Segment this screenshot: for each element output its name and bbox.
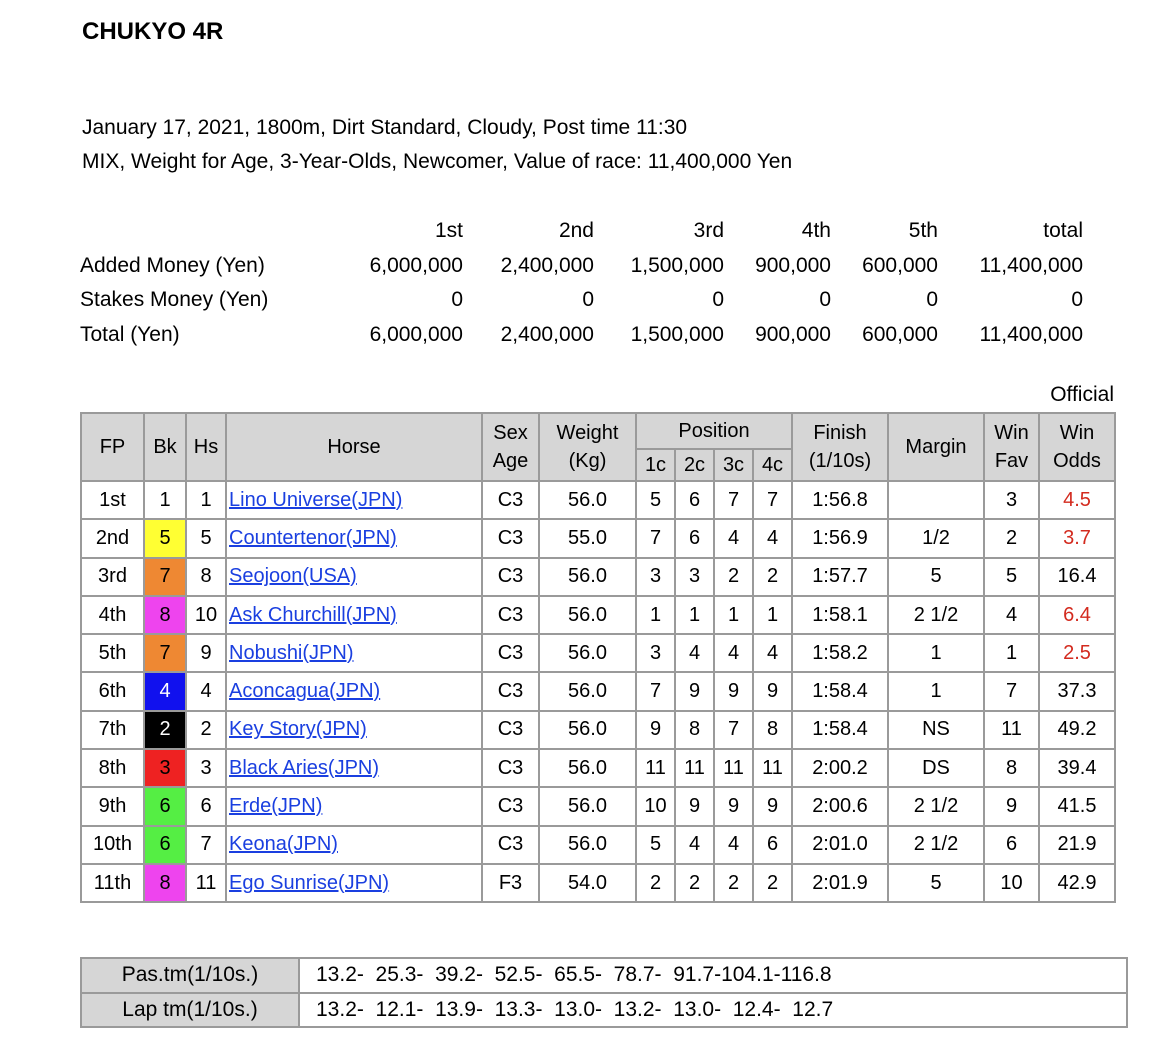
- horse-link[interactable]: Aconcagua(JPN): [229, 680, 381, 703]
- table-row: [81, 826, 1115, 864]
- prize-value: 6,000,000: [369, 253, 463, 277]
- horse-link[interactable]: Key Story(JPN): [229, 718, 367, 741]
- finish-position-cell: 6th: [81, 672, 144, 710]
- position-2c-cell: 9: [675, 672, 714, 710]
- sex-age-cell: C3: [482, 596, 539, 634]
- prize-money-table: [80, 214, 1083, 352]
- prize-value: 0: [582, 288, 594, 312]
- weight-cell: 56.0: [539, 787, 636, 825]
- official-label: Official: [1050, 383, 1114, 406]
- win-favorite-cell: 2: [984, 519, 1039, 557]
- table-row: [81, 634, 1115, 672]
- position-2c-cell: 1: [675, 596, 714, 634]
- results-table: [80, 412, 1116, 903]
- bracket-number-cell: 8: [144, 864, 186, 902]
- finish-time-cell: 2:01.9: [792, 864, 888, 902]
- position-3c-cell: 7: [714, 481, 753, 519]
- position-3c-cell: 4: [714, 519, 753, 557]
- col-header-win-odds: Win Odds: [1039, 413, 1115, 481]
- bracket-number-cell: 7: [144, 558, 186, 596]
- win-odds-cell: 41.5: [1039, 787, 1115, 825]
- position-3c-cell: 11: [714, 749, 753, 787]
- finish-position-cell: 2nd: [81, 519, 144, 557]
- weight-cell: 56.0: [539, 558, 636, 596]
- position-4c-cell: 2: [753, 864, 792, 902]
- margin-cell: NS: [888, 711, 984, 749]
- horse-link[interactable]: Seojoon(USA): [229, 565, 357, 588]
- col-header-fp: FP: [81, 413, 144, 481]
- position-1c-cell: 11: [636, 749, 675, 787]
- position-1c-cell: 7: [636, 519, 675, 557]
- win-favorite-cell: 1: [984, 634, 1039, 672]
- weight-cell: 56.0: [539, 749, 636, 787]
- passing-time-label: Pas.tm(1/10s.): [81, 958, 299, 993]
- horse-number-cell: 1: [186, 481, 226, 519]
- finish-time-cell: 1:56.9: [792, 519, 888, 557]
- prize-value: 600,000: [862, 253, 938, 277]
- horse-name-cell: [226, 672, 482, 710]
- position-1c-cell: 2: [636, 864, 675, 902]
- horse-name-cell: [226, 634, 482, 672]
- finish-position-cell: 3rd: [81, 558, 144, 596]
- bracket-number-cell: 2: [144, 711, 186, 749]
- finish-time-cell: 2:00.6: [792, 787, 888, 825]
- horse-name-cell: [226, 596, 482, 634]
- weight-cell: 56.0: [539, 481, 636, 519]
- position-1c-cell: 3: [636, 558, 675, 596]
- weight-cell: 56.0: [539, 672, 636, 710]
- col-header-position: Position: [636, 413, 792, 449]
- win-odds-cell: 39.4: [1039, 749, 1115, 787]
- win-odds-cell: 21.9: [1039, 826, 1115, 864]
- results-header-row: [81, 413, 1115, 449]
- table-row: [81, 481, 1115, 519]
- finish-position-cell: 10th: [81, 826, 144, 864]
- margin-cell: 2 1/2: [888, 787, 984, 825]
- horse-link[interactable]: Countertenor(JPN): [229, 526, 397, 549]
- sex-age-cell: C3: [482, 634, 539, 672]
- horse-link[interactable]: Black Aries(JPN): [229, 756, 380, 779]
- col-header-horse: Horse: [226, 413, 482, 481]
- finish-time-cell: 2:00.2: [792, 749, 888, 787]
- position-4c-cell: 1: [753, 596, 792, 634]
- prize-value: 2,400,000: [500, 253, 594, 277]
- position-2c-cell: 2: [675, 864, 714, 902]
- win-odds-cell: 3.7: [1039, 519, 1115, 557]
- bracket-number-cell: 4: [144, 672, 186, 710]
- finish-time-cell: 1:56.8: [792, 481, 888, 519]
- position-1c-cell: 7: [636, 672, 675, 710]
- position-1c-cell: 5: [636, 826, 675, 864]
- horse-link[interactable]: Erde(JPN): [229, 795, 323, 818]
- sex-age-cell: C3: [482, 711, 539, 749]
- position-4c-cell: 4: [753, 634, 792, 672]
- horse-number-cell: 10: [186, 596, 226, 634]
- col-header-sex-age: Sex Age: [482, 413, 539, 481]
- prize-value: 11,400,000: [979, 253, 1083, 277]
- position-2c-cell: 3: [675, 558, 714, 596]
- horse-name-cell: [226, 826, 482, 864]
- position-4c-cell: 2: [753, 558, 792, 596]
- lap-time-row: [81, 993, 1127, 1028]
- margin-cell: DS: [888, 749, 984, 787]
- weight-cell: 56.0: [539, 596, 636, 634]
- horse-number-cell: 6: [186, 787, 226, 825]
- position-4c-cell: 7: [753, 481, 792, 519]
- margin-cell: 2 1/2: [888, 596, 984, 634]
- horse-name-cell: [226, 481, 482, 519]
- position-3c-cell: 2: [714, 864, 753, 902]
- horse-number-cell: 3: [186, 749, 226, 787]
- prize-value: 1,500,000: [630, 322, 724, 346]
- margin-cell: 2 1/2: [888, 826, 984, 864]
- bracket-number-cell: 8: [144, 596, 186, 634]
- weight-cell: 56.0: [539, 634, 636, 672]
- win-favorite-cell: 11: [984, 711, 1039, 749]
- table-row: [81, 558, 1115, 596]
- prize-value: 600,000: [862, 322, 938, 346]
- prize-value: 1,500,000: [630, 253, 724, 277]
- finish-position-cell: 7th: [81, 711, 144, 749]
- prize-header-4th: 4th: [801, 219, 831, 243]
- weight-cell: 56.0: [539, 711, 636, 749]
- sex-age-cell: C3: [482, 672, 539, 710]
- bracket-number-cell: 6: [144, 826, 186, 864]
- horse-number-cell: 11: [186, 864, 226, 902]
- prize-row-stakes: [80, 283, 1083, 318]
- table-row: [81, 749, 1115, 787]
- horse-name-cell: [226, 864, 482, 902]
- lap-time-values: 13.2- 12.1- 13.9- 13.3- 13.0- 13.2- 13.0- 12.4- 12.7: [299, 993, 1127, 1028]
- position-4c-cell: 8: [753, 711, 792, 749]
- sex-age-cell: F3: [482, 864, 539, 902]
- bracket-number-cell: 6: [144, 787, 186, 825]
- prize-row-total: [80, 318, 1083, 353]
- finish-time-cell: 1:58.2: [792, 634, 888, 672]
- position-3c-cell: 4: [714, 634, 753, 672]
- position-4c-cell: 11: [753, 749, 792, 787]
- prize-header-3rd: 3rd: [693, 219, 724, 243]
- horse-link[interactable]: Ego Sunrise(JPN): [229, 871, 390, 894]
- horse-number-cell: 8: [186, 558, 226, 596]
- sex-age-cell: C3: [482, 749, 539, 787]
- prize-header-2nd: 2nd: [558, 219, 594, 243]
- win-favorite-cell: 9: [984, 787, 1039, 825]
- horse-link[interactable]: Nobushi(JPN): [229, 641, 354, 664]
- win-odds-cell: 2.5: [1039, 634, 1115, 672]
- horse-number-cell: 2: [186, 711, 226, 749]
- finish-time-cell: 1:57.7: [792, 558, 888, 596]
- passing-time-values: 13.2- 25.3- 39.2- 52.5- 65.5- 78.7- 91.7-104.1-116.8: [299, 958, 1127, 993]
- horse-link[interactable]: Keona(JPN): [229, 833, 338, 856]
- prize-value: 6,000,000: [369, 322, 463, 346]
- prize-value: 0: [819, 288, 831, 312]
- horse-number-cell: 9: [186, 634, 226, 672]
- horse-name-cell: [226, 519, 482, 557]
- win-favorite-cell: 7: [984, 672, 1039, 710]
- results-body: [81, 481, 1115, 902]
- sex-age-cell: C3: [482, 787, 539, 825]
- prize-value: 0: [1071, 288, 1083, 312]
- prize-header-row: [80, 214, 1083, 249]
- split-times-table: [80, 957, 1128, 1028]
- position-2c-cell: 6: [675, 519, 714, 557]
- bracket-number-cell: 1: [144, 481, 186, 519]
- sex-age-cell: C3: [482, 519, 539, 557]
- win-favorite-cell: 3: [984, 481, 1039, 519]
- col-header-3c: 3c: [714, 449, 753, 481]
- sex-age-cell: C3: [482, 826, 539, 864]
- table-row: [81, 711, 1115, 749]
- position-2c-cell: 6: [675, 481, 714, 519]
- col-header-1c: 1c: [636, 449, 675, 481]
- col-header-hs: Hs: [186, 413, 226, 481]
- prize-value: 0: [926, 288, 938, 312]
- position-2c-cell: 9: [675, 787, 714, 825]
- position-3c-cell: 1: [714, 596, 753, 634]
- finish-time-cell: 2:01.0: [792, 826, 888, 864]
- finish-time-cell: 1:58.4: [792, 711, 888, 749]
- position-4c-cell: 9: [753, 672, 792, 710]
- position-1c-cell: 5: [636, 481, 675, 519]
- win-odds-cell: 16.4: [1039, 558, 1115, 596]
- position-2c-cell: 4: [675, 826, 714, 864]
- prize-header-1st: 1st: [434, 219, 463, 243]
- position-3c-cell: 7: [714, 711, 753, 749]
- position-4c-cell: 9: [753, 787, 792, 825]
- win-favorite-cell: 5: [984, 558, 1039, 596]
- finish-position-cell: 4th: [81, 596, 144, 634]
- position-1c-cell: 3: [636, 634, 675, 672]
- horse-name-cell: [226, 558, 482, 596]
- lap-time-label: Lap tm(1/10s.): [81, 993, 299, 1028]
- win-odds-cell: 49.2: [1039, 711, 1115, 749]
- table-row: [81, 519, 1115, 557]
- weight-cell: 54.0: [539, 864, 636, 902]
- passing-time-row: [81, 958, 1127, 993]
- table-row: [81, 596, 1115, 634]
- win-favorite-cell: 10: [984, 864, 1039, 902]
- position-4c-cell: 6: [753, 826, 792, 864]
- col-header-2c: 2c: [675, 449, 714, 481]
- finish-position-cell: 1st: [81, 481, 144, 519]
- win-odds-cell: 37.3: [1039, 672, 1115, 710]
- finish-time-cell: 1:58.4: [792, 672, 888, 710]
- bracket-number-cell: 3: [144, 749, 186, 787]
- finish-position-cell: 9th: [81, 787, 144, 825]
- weight-cell: 56.0: [539, 826, 636, 864]
- horse-number-cell: 5: [186, 519, 226, 557]
- weight-cell: 55.0: [539, 519, 636, 557]
- position-3c-cell: 9: [714, 787, 753, 825]
- col-header-bk: Bk: [144, 413, 186, 481]
- position-2c-cell: 11: [675, 749, 714, 787]
- horse-name-cell: [226, 787, 482, 825]
- horse-number-cell: 7: [186, 826, 226, 864]
- position-3c-cell: 4: [714, 826, 753, 864]
- margin-cell: 1: [888, 634, 984, 672]
- prize-value: 0: [712, 288, 724, 312]
- prize-value: 900,000: [755, 322, 831, 346]
- bracket-number-cell: 7: [144, 634, 186, 672]
- horse-link[interactable]: Lino Universe(JPN): [229, 488, 403, 511]
- bracket-number-cell: 5: [144, 519, 186, 557]
- prize-value: 2,400,000: [500, 322, 594, 346]
- prize-header-5th: 5th: [908, 219, 938, 243]
- prize-value: 11,400,000: [979, 322, 1083, 346]
- margin-cell: 5: [888, 558, 984, 596]
- race-info-line2: MIX, Weight for Age, 3-Year-Olds, Newcomer, Value of race: 11,400,000 Yen: [82, 150, 793, 173]
- prize-row-label: Total (Yen): [80, 322, 180, 346]
- horse-name-cell: [226, 749, 482, 787]
- prize-header-total: total: [1043, 219, 1083, 243]
- col-header-weight: Weight (Kg): [539, 413, 636, 481]
- prize-row-added: [80, 249, 1083, 284]
- win-odds-cell: 6.4: [1039, 596, 1115, 634]
- race-info-line1: January 17, 2021, 1800m, Dirt Standard, Cloudy, Post time 11:30: [82, 116, 688, 139]
- race-title: CHUKYO 4R: [82, 18, 224, 45]
- win-favorite-cell: 4: [984, 596, 1039, 634]
- position-4c-cell: 4: [753, 519, 792, 557]
- position-3c-cell: 2: [714, 558, 753, 596]
- col-header-win-fav: Win Fav: [984, 413, 1039, 481]
- prize-value: 900,000: [755, 253, 831, 277]
- prize-row-label: Stakes Money (Yen): [80, 288, 269, 312]
- col-header-finish: Finish (1/10s): [792, 413, 888, 481]
- position-2c-cell: 4: [675, 634, 714, 672]
- finish-position-cell: 8th: [81, 749, 144, 787]
- table-row: [81, 672, 1115, 710]
- position-2c-cell: 8: [675, 711, 714, 749]
- win-favorite-cell: 8: [984, 749, 1039, 787]
- win-odds-cell: 4.5: [1039, 481, 1115, 519]
- col-header-4c: 4c: [753, 449, 792, 481]
- prize-row-label: Added Money (Yen): [80, 253, 265, 277]
- position-1c-cell: 10: [636, 787, 675, 825]
- margin-cell: [888, 481, 984, 519]
- margin-cell: 1: [888, 672, 984, 710]
- finish-time-cell: 1:58.1: [792, 596, 888, 634]
- margin-cell: 1/2: [888, 519, 984, 557]
- position-3c-cell: 9: [714, 672, 753, 710]
- sex-age-cell: C3: [482, 481, 539, 519]
- sex-age-cell: C3: [482, 558, 539, 596]
- finish-position-cell: 11th: [81, 864, 144, 902]
- prize-value: 0: [451, 288, 463, 312]
- win-odds-cell: 42.9: [1039, 864, 1115, 902]
- win-favorite-cell: 6: [984, 826, 1039, 864]
- table-row: [81, 864, 1115, 902]
- col-header-margin: Margin: [888, 413, 984, 481]
- table-row: [81, 787, 1115, 825]
- horse-link[interactable]: Ask Churchill(JPN): [229, 603, 397, 626]
- position-1c-cell: 1: [636, 596, 675, 634]
- position-1c-cell: 9: [636, 711, 675, 749]
- margin-cell: 5: [888, 864, 984, 902]
- horse-number-cell: 4: [186, 672, 226, 710]
- finish-position-cell: 5th: [81, 634, 144, 672]
- horse-name-cell: [226, 711, 482, 749]
